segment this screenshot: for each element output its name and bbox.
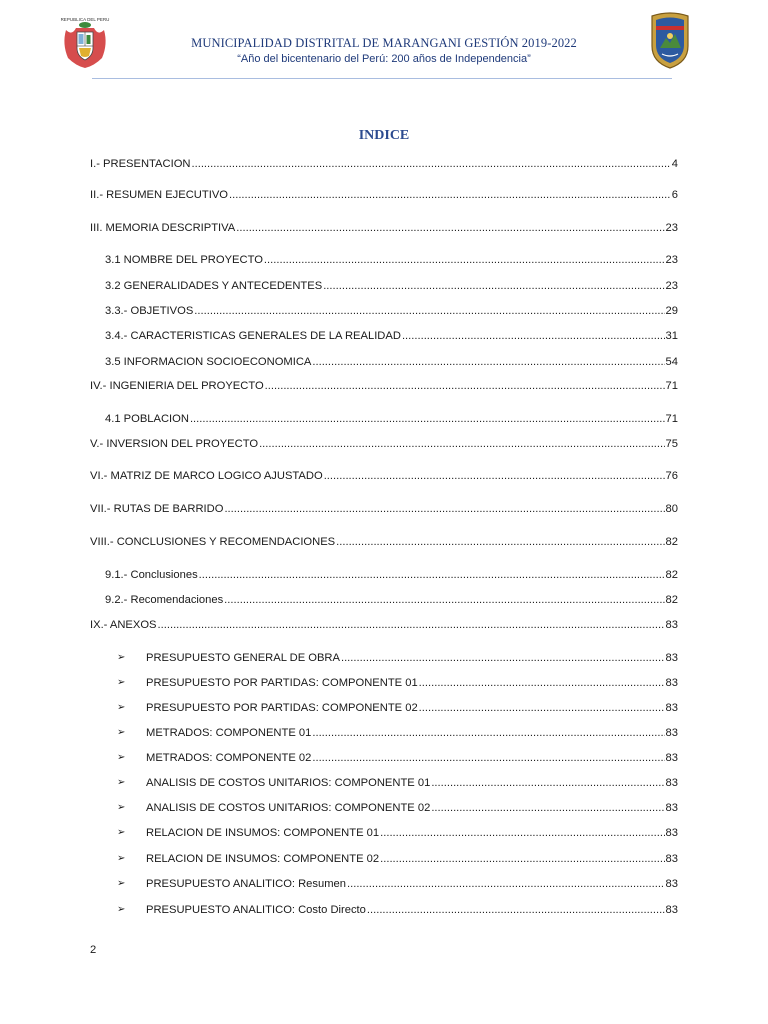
toc-dot-leader (324, 468, 665, 484)
toc-entry-presupuesto-partidas-01[interactable] (146, 675, 678, 691)
arrow-bullet-icon: ➢ (117, 727, 126, 738)
toc-entry-label: IV.- INGENIERIA DEL PROYECTO (90, 380, 264, 392)
toc-dot-leader (323, 278, 664, 294)
toc-dot-leader (312, 750, 664, 766)
toc-entry-page: 83 (665, 827, 678, 839)
toc-dot-leader (194, 303, 664, 319)
toc-entry-label: PRESUPUESTO GENERAL DE OBRA (146, 652, 340, 664)
toc-entry-anexos[interactable] (90, 617, 678, 633)
arrow-bullet-icon: ➢ (117, 752, 126, 763)
toc-entry-presupuesto-general[interactable] (146, 650, 678, 666)
toc-entry-caracteristicas[interactable] (105, 328, 678, 344)
arrow-bullet-icon: ➢ (117, 878, 126, 889)
toc-entry-label: 3.3.- OBJETIVOS (105, 305, 194, 317)
toc-entry-objetivos[interactable] (105, 303, 678, 319)
toc-entry-page: 6 (671, 189, 678, 201)
toc-dot-leader (312, 725, 664, 741)
page-number: 2 (90, 944, 97, 956)
toc-entry-relacion-insumos-02[interactable] (146, 851, 678, 867)
toc-entry-label: 9.1.- Conclusiones (105, 569, 198, 581)
toc-entry-page: 23 (665, 280, 678, 292)
toc-entry-label: IX.- ANEXOS (90, 619, 157, 631)
toc-entry-label: 4.1 POBLACION (105, 413, 189, 425)
toc-entry-page: 83 (665, 904, 678, 916)
toc-dot-leader (419, 700, 665, 716)
toc-entry-page: 83 (665, 777, 678, 789)
toc-entry-costos-unitarios-02[interactable] (146, 800, 678, 816)
toc-entry-label: VI.- MATRIZ DE MARCO LOGICO AJUSTADO (90, 470, 323, 482)
toc-entry-relacion-insumos-01[interactable] (146, 825, 678, 841)
toc-entry-page: 75 (665, 438, 678, 450)
arrow-bullet-icon: ➢ (117, 777, 126, 788)
toc-entry-recomendaciones[interactable] (105, 592, 678, 608)
toc-entry-label: ANALISIS DE COSTOS UNITARIOS: COMPONENTE 02 (146, 802, 431, 814)
toc-entry-label: VIII.- CONCLUSIONES Y RECOMENDACIONES (90, 536, 336, 548)
toc-entry-presupuesto-partidas-02[interactable] (146, 700, 678, 716)
page-header (0, 0, 768, 82)
toc-entry-label: VII.- RUTAS DE BARRIDO (90, 503, 224, 515)
toc-dot-leader (229, 187, 671, 203)
toc-dot-leader (236, 220, 664, 236)
toc-entry-presentacion[interactable] (90, 156, 678, 172)
toc-entry-label: V.- INVERSION DEL PROYECTO (90, 438, 259, 450)
toc-entry-poblacion[interactable] (105, 411, 678, 427)
toc-entry-page: 83 (665, 652, 678, 664)
toc-dot-leader (192, 156, 671, 172)
toc-entry-label: RELACION DE INSUMOS: COMPONENTE 02 (146, 853, 380, 865)
toc-entry-page: 82 (665, 594, 678, 606)
toc-dot-leader (336, 534, 664, 550)
toc-dot-leader (190, 411, 665, 427)
arrow-bullet-icon: ➢ (117, 853, 126, 864)
toc-entry-memoria-descriptiva[interactable] (90, 220, 678, 236)
arrow-bullet-icon: ➢ (117, 677, 126, 688)
toc-entry-label: METRADOS: COMPONENTE 02 (146, 752, 312, 764)
toc-title: INDICE (358, 128, 410, 143)
toc-entry-page: 23 (665, 254, 678, 266)
toc-entry-presupuesto-analitico-costo-directo[interactable] (146, 902, 678, 918)
toc-entry-page: 4 (671, 158, 678, 170)
toc-dot-leader (224, 501, 664, 517)
toc-entry-nombre-del-proyecto[interactable] (105, 252, 678, 268)
toc-entry-label: 3.5 INFORMACION SOCIOECONOMICA (105, 356, 312, 368)
toc-entry-page: 29 (665, 305, 678, 317)
toc-dot-leader (380, 851, 664, 867)
toc-dot-leader (312, 354, 664, 370)
toc-entry-inversion[interactable] (90, 436, 678, 452)
toc-entry-ingenieria[interactable] (90, 378, 678, 394)
toc-dot-leader (431, 775, 664, 791)
toc-entry-page: 76 (665, 470, 678, 482)
toc-entry-resumen-ejecutivo[interactable] (90, 187, 678, 203)
toc-entry-page: 31 (665, 330, 678, 342)
toc-entry-page: 83 (665, 878, 678, 890)
toc-dot-leader (259, 436, 664, 452)
arrow-bullet-icon: ➢ (117, 904, 126, 915)
toc-entry-costos-unitarios-01[interactable] (146, 775, 678, 791)
toc-entry-label: PRESUPUESTO POR PARTIDAS: COMPONENTE 01 (146, 677, 418, 689)
toc-entry-metrados-02[interactable] (146, 750, 678, 766)
toc-dot-leader (264, 252, 665, 268)
toc-entry-label: 3.2 GENERALIDADES Y ANTECEDENTES (105, 280, 323, 292)
toc-entry-label: RELACION DE INSUMOS: COMPONENTE 01 (146, 827, 380, 839)
toc-dot-leader (199, 567, 665, 583)
toc-entry-presupuesto-analitico-resumen[interactable] (146, 876, 678, 892)
toc-entry-page: 82 (665, 536, 678, 548)
marangani-municipal-shield-icon (648, 10, 692, 70)
arrow-bullet-icon: ➢ (117, 802, 126, 813)
toc-dot-leader (341, 650, 665, 666)
toc-dot-leader (431, 800, 664, 816)
toc-entry-page: 83 (665, 702, 678, 714)
coat-of-arms-caption: REPUBLICA DEL PERU (60, 17, 110, 22)
toc-entry-label: 3.4.- CARACTERISTICAS GENERALES DE LA REALIDAD (105, 330, 401, 342)
toc-entry-page: 82 (665, 569, 678, 581)
toc-entry-page: 83 (665, 752, 678, 764)
toc-dot-leader (265, 378, 665, 394)
toc-dot-leader (380, 825, 664, 841)
toc-entry-label: 3.1 NOMBRE DEL PROYECTO (105, 254, 263, 266)
toc-entry-page: 54 (665, 356, 678, 368)
toc-entry-label: 9.2.- Recomendaciones (105, 594, 224, 606)
toc-dot-leader (347, 876, 665, 892)
toc-entry-label: III. MEMORIA DESCRIPTIVA (90, 222, 236, 234)
toc-entry-page: 83 (665, 727, 678, 739)
toc-entry-page: 83 (665, 619, 678, 631)
arrow-bullet-icon: ➢ (117, 652, 126, 663)
toc-entry-generalidades[interactable] (105, 278, 678, 294)
toc-entry-matriz-marco-logico[interactable] (90, 468, 678, 484)
header-divider (92, 78, 672, 79)
toc-entry-label: II.- RESUMEN EJECUTIVO (90, 189, 228, 201)
toc-dot-leader (419, 675, 665, 691)
bicentennial-subtitle: “Año del bicentenario del Perú: 200 años de Independencia” (237, 53, 531, 65)
toc-entry-conclusiones-recomendaciones[interactable] (90, 534, 678, 550)
toc-entry-page: 71 (665, 380, 678, 392)
toc-entry-conclusiones[interactable] (105, 567, 678, 583)
toc-entry-page: 83 (665, 802, 678, 814)
toc-entry-page: 71 (665, 413, 678, 425)
arrow-bullet-icon: ➢ (117, 827, 126, 838)
toc-entry-label: METRADOS: COMPONENTE 01 (146, 727, 312, 739)
toc-entry-label: ANALISIS DE COSTOS UNITARIOS: COMPONENTE 01 (146, 777, 431, 789)
toc-entry-page: 83 (665, 853, 678, 865)
toc-entry-metrados-01[interactable] (146, 725, 678, 741)
toc-entry-page: 23 (665, 222, 678, 234)
toc-entry-page: 80 (665, 503, 678, 515)
toc-entry-label: PRESUPUESTO ANALITICO: Resumen (146, 878, 346, 890)
toc-entry-page: 83 (665, 677, 678, 689)
arrow-bullet-icon: ➢ (117, 702, 126, 713)
toc-entry-informacion-socioeconomica[interactable] (105, 354, 678, 370)
municipality-title: MUNICIPALIDAD DISTRITAL DE MARANGANI GESTIÓN 2019-2022 (191, 36, 577, 50)
toc-entry-label: I.- PRESENTACION (90, 158, 191, 170)
toc-entry-label: PRESUPUESTO POR PARTIDAS: COMPONENTE 02 (146, 702, 418, 714)
toc-dot-leader (367, 902, 665, 918)
toc-dot-leader (402, 328, 665, 344)
toc-entry-label: PRESUPUESTO ANALITICO: Costo Directo (146, 904, 366, 916)
toc-dot-leader (224, 592, 664, 608)
toc-dot-leader (158, 617, 665, 633)
toc-entry-rutas-de-barrido[interactable] (90, 501, 678, 517)
